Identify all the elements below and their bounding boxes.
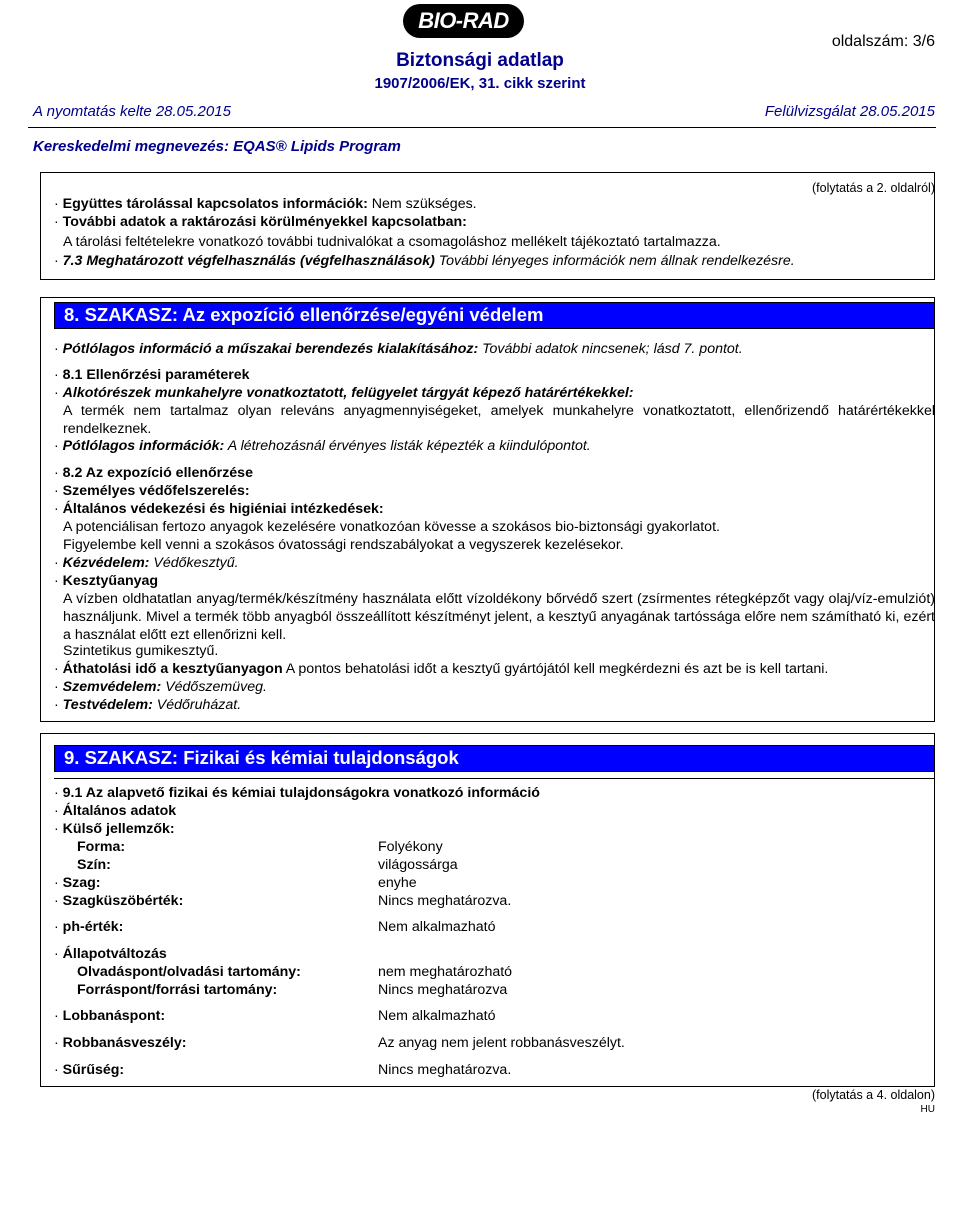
prop-value-density: Nincs meghatározva.	[378, 1062, 512, 1078]
document-title: Biztonsági adatlap	[396, 50, 564, 71]
prop-value-form: Folyékony	[378, 839, 443, 855]
prop-value-color: világossárga	[378, 857, 458, 873]
logo-text: BIO-RAD	[418, 8, 509, 33]
page-number: oldalszám: 3/6	[831, 33, 935, 50]
prop-label-melting: Olvadáspont/olvadási tartomány:	[77, 964, 301, 980]
hygiene-label: · Általános védekezési és higiéniai intézkedések:	[54, 501, 384, 517]
section9-divider	[54, 778, 935, 779]
general-data-label: · Általános adatok	[54, 803, 177, 819]
prop-label-odor-threshold: · Szagküszöbérték:	[54, 893, 184, 909]
glove-material-label: · Kesztyűanyag	[54, 573, 159, 589]
prop-label-color: Szín:	[77, 857, 111, 873]
exposure-control-heading: · 8.2 Az expozíció ellenőrzése	[54, 465, 253, 481]
prop-label-state-change: · Állapotváltozás	[54, 946, 167, 962]
trade-name: Kereskedelmi megnevezés: EQAS® Lipids Program	[33, 138, 401, 155]
prop-value-melting: nem meghatározható	[378, 964, 513, 980]
print-date: A nyomtatás kelte 28.05.2015	[33, 103, 231, 120]
document-subtitle: 1907/2006/EK, 31. cikk szerint	[374, 75, 586, 92]
glove-material-text: A vízben oldhatatlan anyag/termék/készítmény használata előtt vízoldékony bőrvédő szert (zsírmentes rétegképzőt vagy olaj/víz-emulziót) használjunk. Mivel a termék több anyagból összeállított készítményt jelent, a kesztyű anyagának tartóssága előre nem számítható ki, ezért a használat előtt ezt ellenőrizni kell.	[63, 591, 935, 643]
section9-title: 9. SZAKASZ: Fizikai és kémiai tulajdonságok	[64, 747, 459, 768]
header-divider	[28, 127, 936, 128]
language-code: HU	[920, 1104, 935, 1115]
control-params-heading: · 8.1 Ellenőrzési paraméterek	[54, 367, 250, 383]
workplace-limits-label: · Alkotórészek munkahelyre vonatkoztatott, felügyelet tárgyát képező határértékekkel:	[54, 385, 634, 401]
hand-protection-line: · Kézvédelem: Védőkesztyű.	[54, 555, 239, 571]
prop-value-flash-point: Nem alkalmazható	[378, 1008, 496, 1024]
storage-more-line: · További adatok a raktározási körülményekkel kapcsolatban:	[54, 214, 467, 230]
prop-label-explosion: · Robbanásveszély:	[54, 1035, 187, 1051]
workplace-limits-text: A termék nem tartalmaz olyan releváns anyagmennyiségeket, amelyek munkahelyre vonatkoztatott, ellenőrizendő határértékekkel rendelkeznek.	[63, 403, 935, 437]
bio-rad-logo	[403, 4, 524, 38]
eye-protection-line: · Szemvédelem: Védőszemüveg.	[54, 679, 267, 695]
end-use-line: · 7.3 Meghatározott végfelhasználás (végfelhasználások) További lényeges információk nem állnak rendelkezésre.	[54, 253, 795, 269]
prop-label-odor: · Szag:	[54, 875, 101, 891]
revision-date: Felülvizsgálat 28.05.2015	[764, 103, 935, 120]
prop-value-boiling: Nincs meghatározva	[378, 982, 508, 998]
continued-to: (folytatás a 4. oldalon)	[812, 1088, 935, 1102]
prop-value-odor-threshold: Nincs meghatározva.	[378, 893, 512, 909]
prop-value-explosion: Az anyag nem jelent robbanásveszélyt.	[378, 1035, 625, 1051]
ppe-label: · Személyes védőfelszerelés:	[54, 483, 250, 499]
extra-info-line: · Pótlólagos információk: A létrehozásnál érvényes listák képezték a kiindulópontot.	[54, 438, 591, 454]
glove-type-text: Szintetikus gumikesztyű.	[63, 643, 219, 659]
permeation-line: · Áthatolási idő a kesztyűanyagon A pontos behatolási időt a kesztyű gyártójától kell megkérdezni és azt be is kell tartani.	[54, 661, 829, 677]
prop-label-density: · Sűrűség:	[54, 1062, 125, 1078]
prop-label-boiling: Forráspont/forrási tartomány:	[77, 982, 278, 998]
prop-value-odor: enyhe	[378, 875, 417, 891]
body-protection-line: · Testvédelem: Védőruházat.	[54, 697, 242, 713]
basic-props-heading: · 9.1 Az alapvető fizikai és kémiai tulajdonságokra vonatkozó információ	[54, 785, 540, 801]
prop-value-ph: Nem alkalmazható	[378, 919, 496, 935]
continued-from: (folytatás a 2. oldalról)	[812, 181, 935, 195]
hygiene-text-1: A potenciálisan fertozo anyagok kezelésére vonatkozóan kövesse a szokásos bio-biztonsági gyakorlatot.	[63, 519, 720, 535]
prop-label-flash-point: · Lobbanáspont:	[54, 1008, 166, 1024]
hygiene-text-2: Figyelembe kell venni a szokásos óvatossági rendszabályokat a vegyszerek kezelésekor.	[63, 537, 624, 553]
appearance-label: · Külső jellemzők:	[54, 821, 175, 837]
prop-label-form: Forma:	[77, 839, 126, 855]
tech-info-line: · Pótlólagos információ a műszakai berendezés kialakításához: További adatok nincsenek; lásd 7. pontot.	[54, 341, 743, 357]
prop-label-ph: · ph-érték:	[54, 919, 124, 935]
section8-title: 8. SZAKASZ: Az expozíció ellenőrzése/egyéni védelem	[64, 304, 544, 325]
storage-info-text: A tárolási feltételekre vonatkozó további tudnivalókat a csomagoláshoz mellékelt tájékoztató tartalmazza.	[63, 234, 721, 250]
storage-together-line: · Együttes tárolással kapcsolatos információk: Nem szükséges.	[54, 196, 477, 212]
